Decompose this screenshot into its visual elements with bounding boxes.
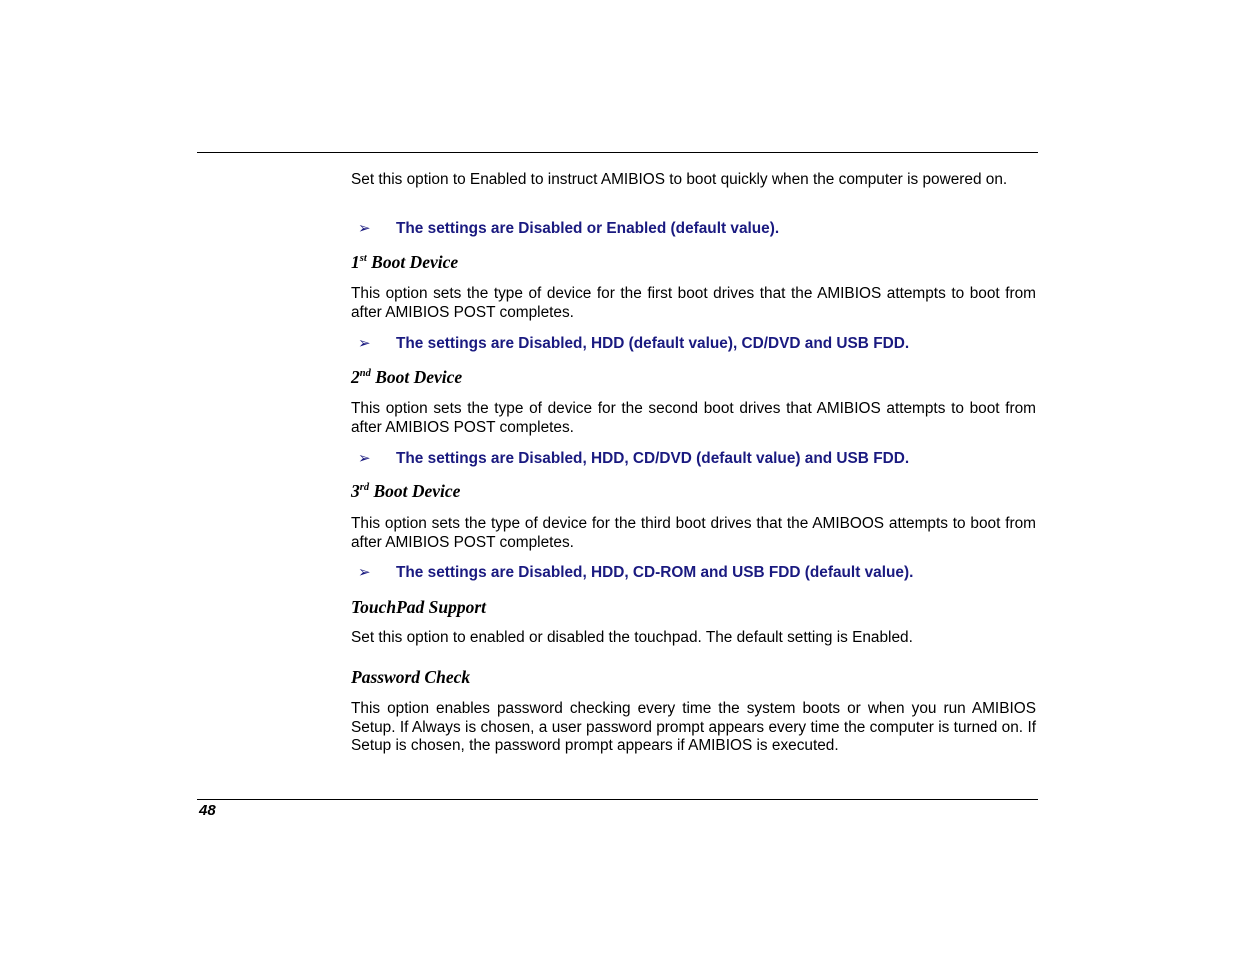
touchpad-support-description: Set this option to enabled or disabled the touchpad. The default setting is Enabled.: [351, 629, 913, 646]
heading-password-check: Password Check: [351, 667, 471, 687]
heading-touchpad-support: TouchPad Support: [351, 597, 487, 617]
heading-2nd-boot-device: 2nd Boot Device: [351, 367, 463, 387]
1st-boot-device-description: This option sets the type of device for the first boot drives that the AMIBIOS attempts to boot from after AMIBIOS POST completes.: [351, 285, 1036, 321]
3rd-boot-device-description: This option sets the type of device for the third boot drives that the AMIBOOS attempts to boot from after AMIBIOS POST completes.: [351, 515, 1036, 551]
settings-text: The settings are Disabled, HDD, CD-ROM and USB FDD (default value).: [396, 564, 914, 581]
footer-rule: [197, 799, 1038, 800]
quick-boot-description: Set this option to Enabled to instruct AMIBIOS to boot quickly when the computer is powered on.: [351, 171, 1008, 188]
arrowhead-bullet-icon: ➢: [358, 450, 371, 467]
page-number: 48: [199, 802, 216, 819]
arrowhead-bullet-icon: ➢: [358, 564, 371, 581]
quick-boot-settings: [351, 219, 1036, 238]
heading-1st-boot-device: 1st Boot Device: [351, 252, 459, 272]
arrowhead-bullet-icon: ➢: [358, 220, 371, 237]
settings-text: The settings are Disabled or Enabled (default value).: [396, 220, 780, 237]
2nd-boot-device-description: This option sets the type of device for the second boot drives that AMIBIOS attempts to boot from after AMIBIOS POST completes.: [351, 400, 1036, 436]
heading-3rd-boot-device: 3rd Boot Device: [351, 481, 461, 501]
settings-text: The settings are Disabled, HDD (default value), CD/DVD and USB FDD.: [396, 335, 910, 352]
1st-boot-device-settings: [351, 334, 1036, 353]
header-rule: [197, 152, 1038, 153]
2nd-boot-device-settings: [351, 449, 1036, 468]
3rd-boot-device-settings: [351, 563, 1036, 582]
settings-text: The settings are Disabled, HDD, CD/DVD (default value) and USB FDD.: [396, 450, 910, 467]
password-check-description: This option enables password checking every time the system boots or when you run AMIBIOS Setup. If Always is chosen, a user password prompt appears every time the computer is turned on. If Setup is chosen, the password prompt appears if AMIBIOS is executed.: [351, 700, 1036, 755]
arrowhead-bullet-icon: ➢: [358, 335, 371, 352]
